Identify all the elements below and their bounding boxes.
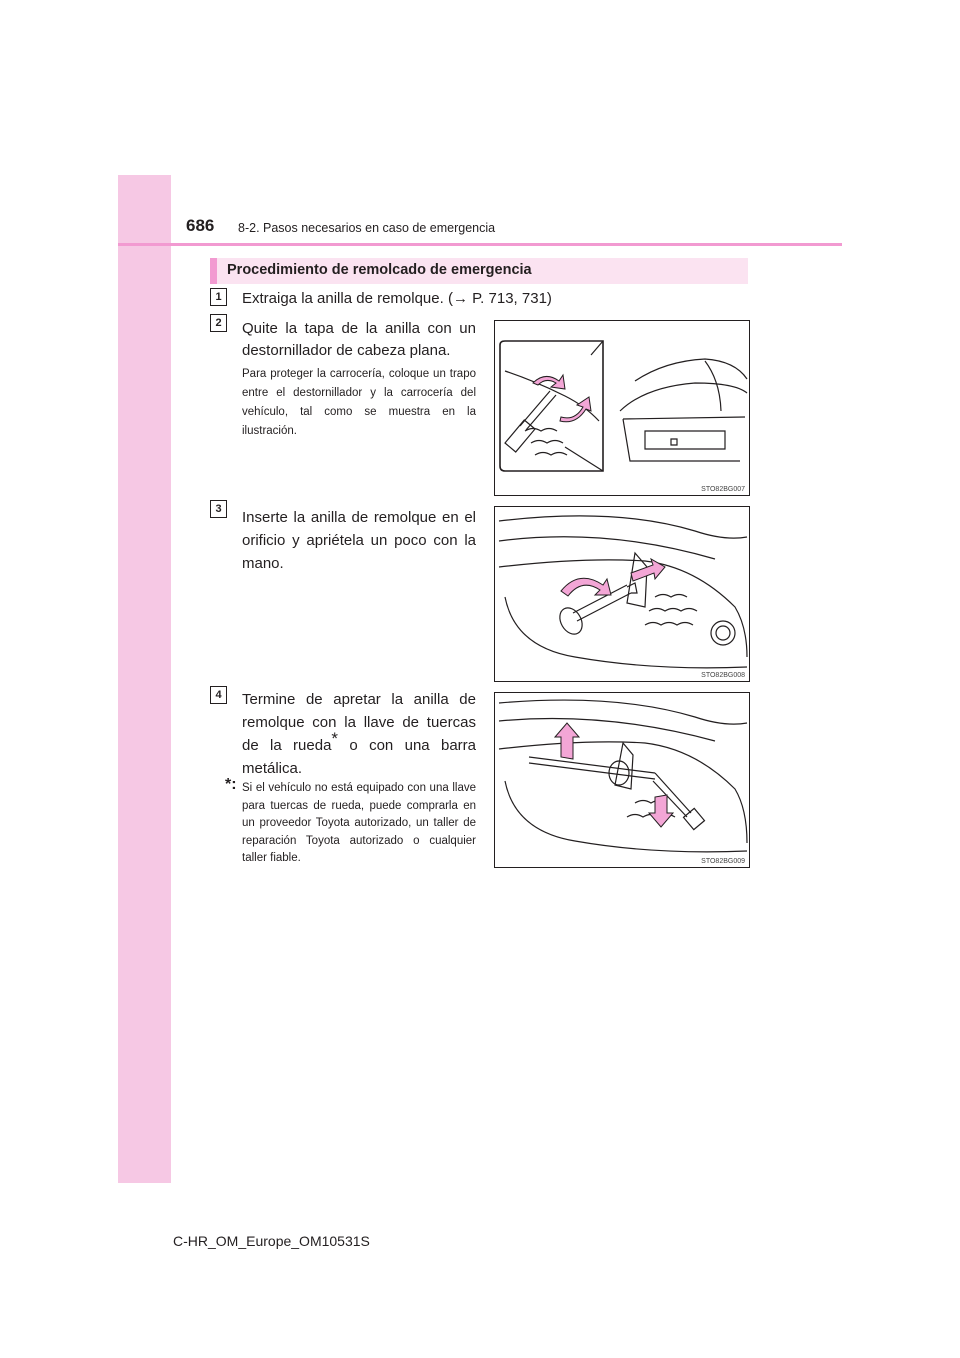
step-2-text: Quite la tapa de la anilla con un destornillador de cabeza plana. [242, 320, 476, 359]
illustration-insert-ring [495, 507, 749, 681]
pink-down-arrow [649, 795, 673, 827]
page-margin-tab [118, 175, 171, 1183]
figure-code: STO82BG007 [701, 486, 745, 493]
step-4-footnote: Si el vehículo no está equipado con una llave para tuercas de rueda, puede comprarla en un proveedor Toyota autorizado, un taller de reparación Toyota autorizado o cualquier taller fiable. [242, 782, 476, 864]
banner-accent-bar [210, 258, 217, 284]
pink-rotate-arrow-1 [533, 375, 565, 389]
figure-tighten-ring [494, 692, 750, 868]
figure-insert-ring [494, 506, 750, 682]
step-4-text [242, 688, 476, 780]
header-divider [118, 243, 842, 246]
section-title: 8-2. Pasos necesarios en caso de emergencia [238, 221, 496, 235]
footnote-mark: *: [225, 776, 237, 793]
step-number-1: 1 [210, 288, 227, 306]
illustration-tighten-ring [495, 693, 749, 867]
step-4-text-before: Termine de apretar la anilla de remolque con la llave de tuercas de la rueda [242, 691, 476, 754]
step-2-note: Para proteger la carrocería, coloque un trapo entre el destornillador y la carrocería del vehículo, tal como se muestra en la ilustración. [242, 368, 476, 437]
pink-rotate-arrow-2 [560, 397, 591, 422]
step-number-4: 4 [210, 686, 227, 704]
figure-remove-cap [494, 320, 750, 496]
figure-code: STO82BG008 [701, 672, 745, 679]
procedure-banner [210, 258, 748, 284]
step-number-2: 2 [210, 314, 227, 332]
illustration-remove-cap [495, 321, 749, 495]
pink-insert-arrow [631, 559, 665, 581]
pink-rotate-arrow [561, 578, 611, 596]
page-number: 686 [186, 216, 215, 235]
figure-code: STO82BG009 [701, 858, 745, 865]
footnote-asterisk: * [331, 729, 339, 748]
document-id: C-HR_OM_Europe_OM10531S [173, 1233, 370, 1249]
step-number-3: 3 [210, 500, 227, 518]
step-4-text-after: o con una barra metálica. [242, 737, 476, 777]
step-3-text: Inserte la anilla de remolque en el orificio y apriétela un poco con la mano. [242, 509, 476, 572]
banner-title: Procedimiento de remolcado de emergencia [227, 262, 532, 278]
pink-up-arrow [555, 723, 579, 759]
step-1-text: Extraiga la anilla de remolque. (→ P. 713, 731) [242, 290, 552, 307]
